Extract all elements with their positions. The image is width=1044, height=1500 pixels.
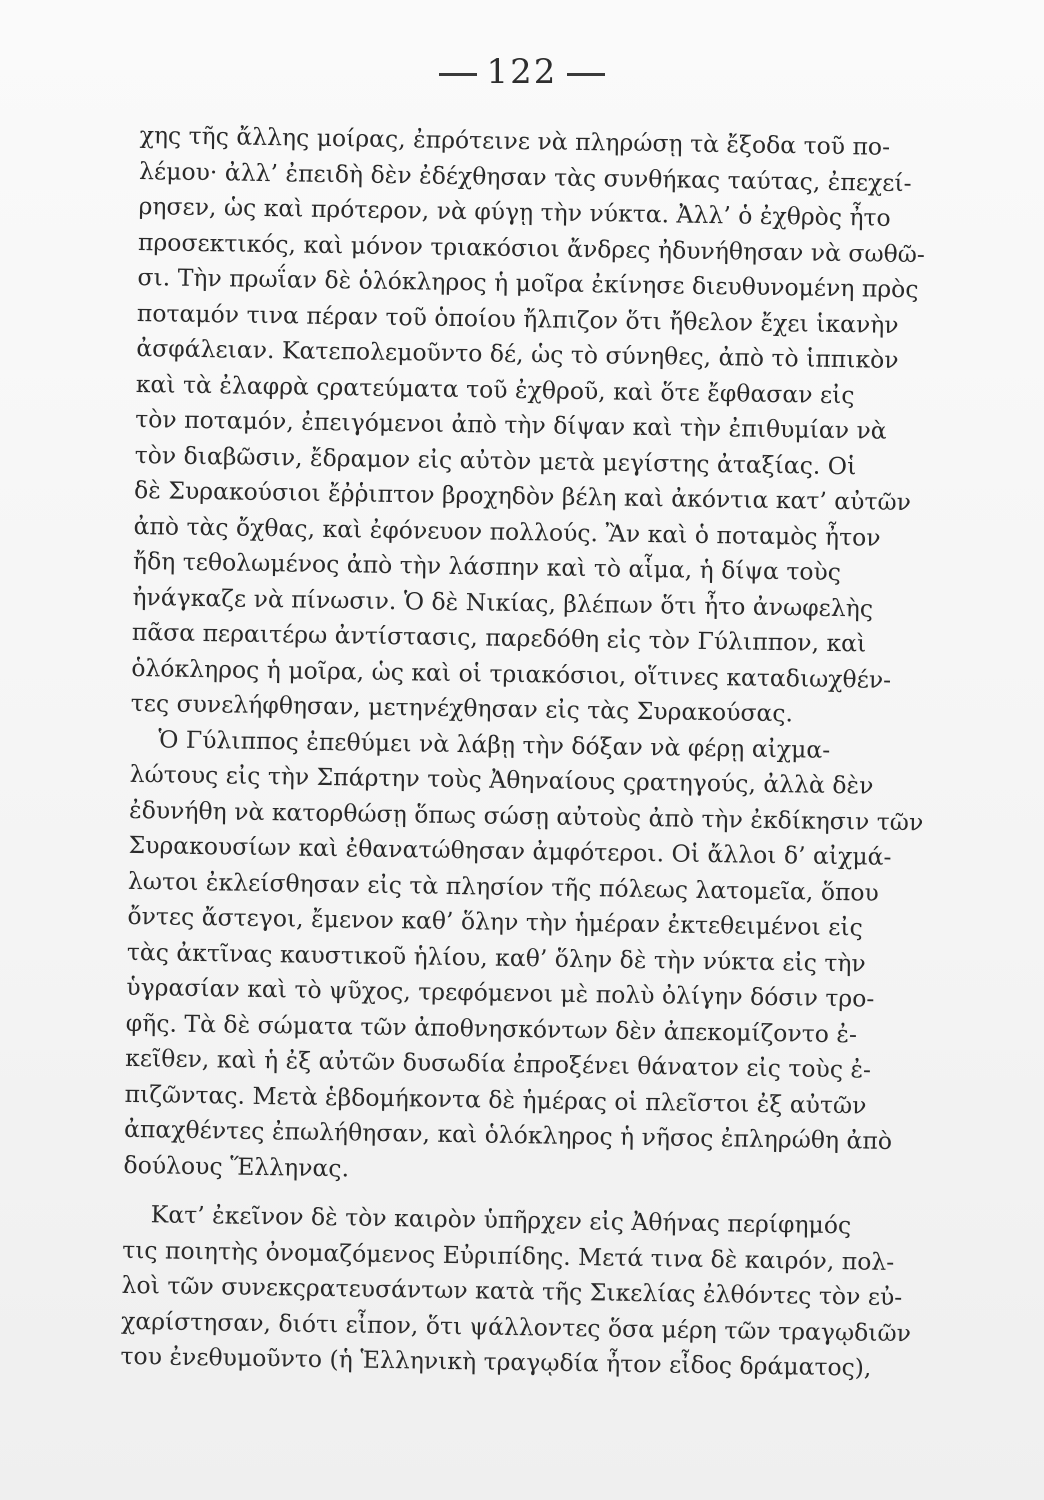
text-line: του ἐνεθυμοῦντο (ἡ Ἑλληνικὴ τραγῳδία ἦτον εἶδος δράματος), bbox=[120, 1341, 872, 1382]
text-line: δὲ Συρακούσιοι ἔῤῥιπτον βροχηδὸν βέλη καὶ ἀκόντια κατ’ αὐτῶν bbox=[133, 475, 912, 517]
text-line: ἤδη τεθολωμένος ἀπὸ τὴν λάσπην καὶ τὸ αἷμα, ἡ δίψα τοὺς bbox=[132, 546, 842, 587]
text-line: ὄντες ἄστεγοι, ἔμενον καθ’ ὅλην τὴν ἡμέραν ἐκτεθειμένοι εἰς bbox=[127, 901, 863, 942]
text-line: δούλους Ἕλληνας. bbox=[123, 1150, 350, 1182]
text-line: χαρίστησαν, διότι εἶπον, ὅτι ψάλλοντες ὅσα μέρη τῶν τραγῳδιῶν bbox=[120, 1306, 912, 1347]
text-line: τὸν διαβῶσιν, ἔδραμον εἰς αὐτὸν μετὰ μεγίστης ἀταξίας. Οἱ bbox=[134, 440, 857, 480]
text-line: λοὶ τῶν συνεκςρατευσάντων κατὰ τῆς Σικελίας ἐλθόντες τὸν εὐ- bbox=[121, 1270, 903, 1312]
text-line: ἠνάγκαζε νὰ πίνωσιν. Ὁ δὲ Νικίας, βλέπων ὅτι ἦτο ἀνωφελὴς bbox=[132, 582, 874, 623]
text-line: κεῖθεν, καὶ ἡ ἐξ αὐτῶν δυσωδία ἐπροξένει θάνατον εἰς τοὺς ἐ- bbox=[125, 1043, 872, 1084]
page-number: 122 bbox=[486, 52, 558, 92]
text-line: προσεκτικός, καὶ μόνον τριακόσιοι ἄνδρες ἠδυνήθησαν νὰ σωθῶ- bbox=[137, 227, 926, 268]
header-right-rule bbox=[567, 73, 605, 76]
text-line: σι. Τὴν πρωΐαν δὲ ὁλόκληρος ἡ μοῖρα ἐκίνησε διευθυνομένη πρὸς bbox=[137, 262, 919, 304]
text-line: ἀσφάλειαν. Κατεπολεμοῦντο δέ, ὡς τὸ σύνηθες, ἀπὸ τὸ ἱππικὸν bbox=[136, 333, 899, 374]
paragraph-2 bbox=[123, 721, 930, 1195]
text-line: πᾶσα περαιτέρω ἀντίστασις, παρεδόθη εἰς τὸν Γύλιππον, καὶ bbox=[131, 617, 867, 658]
text-line: Κατ’ ἐκεῖνον δὲ τὸν καιρὸν ὑπῆρχεν εἰς Ἀθήνας περίφημός bbox=[150, 1200, 852, 1240]
body-text bbox=[120, 118, 940, 1387]
text-line: φῆς. Τὰ δὲ σώματα τῶν ἀποθνησκόντων δὲν ἀπεκομίζοντο ἐ- bbox=[125, 1008, 858, 1048]
text-line: τες συνελήφθησαν, μετηνέχθησαν εἰς τὰς Συρακούσας. bbox=[130, 688, 794, 728]
text-line: ἐδυνήθη νὰ κατορθώσῃ ὅπως σώσῃ αὐτοὺς ἀπὸ τὴν ἐκδίκησιν τῶν bbox=[128, 795, 924, 836]
text-line: τις ποιητὴς ὀνομαζόμενος Εὐριπίδης. Μετά τινα δὲ καιρόν, πολ- bbox=[122, 1235, 895, 1276]
text-line: καὶ τὰ ἐλαφρὰ ςρατεύματα τοῦ ἐχθροῦ, καὶ ὅτε ἔφθασαν εἰς bbox=[135, 369, 855, 409]
text-line: Ὁ Γύλιππος ἐπεθύμει νὰ λάβῃ τὴν δόξαν νὰ φέρῃ αἰχμα- bbox=[158, 724, 831, 764]
text-line: λέμου· ἀλλ’ ἐπειδὴ δὲν ἐδέχθησαν τὰς συνθήκας ταύτας, ἐπεχεί- bbox=[138, 156, 912, 197]
text-line: ἀπαχθέντες ἐπωλήθησαν, καὶ ὁλόκληρος ἡ νῆσος ἐπληρώθη ἀπὸ bbox=[123, 1114, 893, 1155]
text-line: ἀπὸ τὰς ὄχθας, καὶ ἐφόνευον πολλούς. Ἂν καὶ ὁ ποταμὸς ἦτον bbox=[133, 511, 881, 552]
text-line: ὁλόκληρος ἡ μοῖρα, ὡς καὶ οἱ τριακόσιοι, οἵτινες καταδιωχθέν- bbox=[131, 653, 892, 694]
text-line: τὰς ἀκτῖνας καυστικοῦ ἡλίου, καθ’ ὅλην δὲ τὴν νύκτα εἰς τὴν bbox=[126, 937, 866, 978]
paragraph-1 bbox=[131, 118, 940, 734]
text-line: λώτους εἰς τὴν Σπάρτην τοὺς Ἀθηναίους ςρατηγούς, ἀλλὰ δὲν bbox=[129, 759, 874, 800]
page-header bbox=[0, 52, 1044, 92]
text-line: πιζῶντας. Μετὰ ἑβδομήκοντα δὲ ἡμέρας οἱ πλεῖστοι ἐξ αὐτῶν bbox=[124, 1079, 867, 1120]
text-line: Συρακουσίων καὶ ἐθανατώθησαν ἀμφότεροι. Οἱ ἄλλοι δ’ αἰχμά- bbox=[128, 830, 892, 871]
text-line: τὸν ποταμόν, ἐπειγόμενοι ἀπὸ τὴν δίψαν καὶ τὴν ἐπιθυμίαν νὰ bbox=[135, 404, 887, 445]
paragraph-3 bbox=[120, 1197, 923, 1387]
text-line: χης τῆς ἄλλης μοίρας, ἐπρότεινε νὰ πληρώσῃ τὰ ἔξοδα τοῦ πο- bbox=[139, 120, 891, 161]
header-left-rule bbox=[439, 73, 477, 76]
text-line: ποταμόν τινα πέραν τοῦ ὁποίου ἤλπιζον ὅτι ἤθελον ἔχει ἱκανὴν bbox=[136, 298, 899, 339]
text-line: ρησεν, ὡς καὶ πρότερον, νὰ φύγῃ τὴν νύκτα. Ἀλλ’ ὁ ἐχθρὸς ἦτο bbox=[138, 191, 891, 232]
text-line: λωτοι ἐκλείσθησαν εἰς τὰ πλησίον τῆς πόλεως λατομεῖα, ὅπου bbox=[127, 866, 880, 907]
text-line: ὑγρασίαν καὶ τὸ ψῦχος, τρεφόμενοι μὲ πολὺ ὀλίγην δόσιν τρο- bbox=[126, 972, 875, 1013]
